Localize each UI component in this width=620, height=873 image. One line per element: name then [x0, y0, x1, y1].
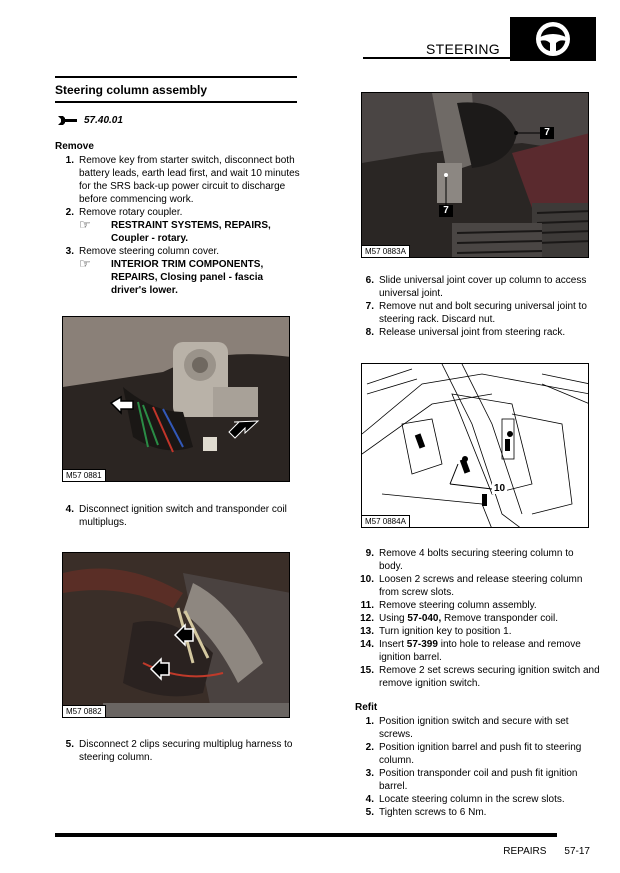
- step-number: 4.: [365, 794, 374, 805]
- step-number: 5.: [365, 807, 374, 818]
- step-text: Position ignition switch and secure with set screws.: [379, 716, 569, 740]
- section-badge: [510, 17, 596, 61]
- step-number: 7.: [365, 301, 374, 312]
- figure-steering-column-drawing: [361, 363, 589, 528]
- step-text: Locate steering column in the screw slots.: [379, 794, 565, 805]
- cross-reference[interactable]: [79, 219, 300, 245]
- footer-rule: [55, 833, 557, 837]
- remove-step: [355, 573, 600, 599]
- figure-universal-joint-photo: [361, 92, 589, 258]
- step-text: Remove steering column cover.: [79, 246, 220, 257]
- step-text: Position ignition barrel and push fit to steering column.: [379, 742, 582, 766]
- footer-section-name: REPAIRS: [503, 846, 547, 857]
- step-number: 6.: [365, 275, 374, 286]
- step-text-post: into hole to release and remove ignition barrel.: [379, 639, 581, 663]
- remove-step-5: [55, 738, 300, 764]
- step-text: Tighten screws to 6 Nm.: [379, 807, 487, 818]
- step-text: Remove key from starter switch, disconnect both battery leads, earth lead first, and wait 10 minutes for the SRS back-up power circuit to discharge before commencing work.: [79, 155, 300, 205]
- step-text: Release universal joint from steering rack.: [379, 327, 566, 338]
- step-text: Loosen 2 screws and release steering column from screw slots.: [379, 574, 583, 598]
- refit-step: [355, 806, 600, 819]
- remove-heading: Remove: [55, 141, 94, 152]
- universal-joint-photo: [362, 93, 589, 258]
- multiplug-harness-photo: [63, 553, 290, 718]
- tool-number: 57-040,: [407, 613, 442, 624]
- remove-step: [355, 612, 600, 625]
- step-number: 13.: [360, 626, 374, 637]
- step-text-post: Remove transponder coil.: [441, 613, 559, 624]
- cross-reference-text: RESTRAINT SYSTEMS, REPAIRS, Coupler - rotary.: [111, 220, 271, 244]
- step-text: [379, 612, 600, 625]
- step-text: Remove steering column assembly.: [379, 600, 537, 611]
- figure-multiplug-harness-photo: [62, 552, 290, 718]
- refit-steps: [355, 701, 600, 819]
- remove-step: [355, 274, 600, 300]
- refit-heading: Refit: [355, 702, 378, 713]
- steering-column-line-drawing: [362, 364, 589, 528]
- figure-caption: M57 0882: [63, 705, 106, 717]
- step-number: 3.: [365, 768, 374, 779]
- remove-step: [355, 599, 600, 612]
- step-text: [379, 638, 600, 664]
- step-text: Disconnect 2 clips securing multiplug harness to steering column.: [79, 739, 293, 763]
- remove-step: [355, 326, 600, 339]
- steering-wheel-icon: [510, 17, 596, 61]
- header-rule: [363, 57, 510, 59]
- remove-step: [355, 625, 600, 638]
- step-number: 1.: [65, 155, 74, 166]
- step-text: Position transponder coil and push fit ignition barrel.: [379, 768, 578, 792]
- step-number: 11.: [360, 600, 374, 611]
- figure-caption: M57 0883A: [362, 245, 410, 257]
- refit-step: [355, 767, 600, 793]
- title-rule-top: [55, 76, 297, 78]
- step-number: 10.: [360, 574, 374, 585]
- step-text: Remove 4 bolts securing steering column to body.: [379, 548, 574, 572]
- step-text: Turn ignition key to position 1.: [379, 626, 512, 637]
- step-text-pre: Insert: [379, 639, 407, 650]
- step-number: 3.: [65, 246, 74, 257]
- remove-step: [55, 154, 300, 206]
- step-number: 2.: [65, 207, 74, 218]
- cross-reference-text: INTERIOR TRIM COMPONENTS, REPAIRS, Closing panel - fascia driver's lower.: [111, 259, 264, 296]
- page-footer: [503, 845, 590, 858]
- callout-label: 7: [439, 205, 453, 217]
- remove-step: [355, 547, 600, 573]
- remove-step: [55, 245, 300, 297]
- step-text: Remove nut and bolt securing universal joint to steering rack. Discard nut.: [379, 301, 587, 325]
- remove-step: [355, 664, 600, 690]
- step-text: Remove 2 set screws securing ignition switch and remove ignition switch.: [379, 665, 600, 689]
- refit-step: [355, 741, 600, 767]
- step-number: 2.: [365, 742, 374, 753]
- title-rule-bottom: [55, 101, 297, 103]
- operation-code: [58, 114, 123, 127]
- step-number: 15.: [360, 665, 374, 676]
- step-text-pre: Using: [379, 613, 408, 624]
- section-title: Steering column assembly: [55, 83, 208, 97]
- page-header-title: STEERING: [426, 41, 500, 57]
- refit-step: [355, 715, 600, 741]
- wrench-icon: [58, 116, 78, 125]
- step-number: 4.: [65, 504, 74, 515]
- step-text: Slide universal joint cover up column to access universal joint.: [379, 275, 587, 299]
- remove-step: [55, 503, 300, 529]
- callout-label: 10: [494, 483, 506, 494]
- step-number: 5.: [65, 739, 74, 750]
- pointing-hand-icon: ☞: [79, 256, 91, 271]
- step-number: 9.: [365, 548, 374, 559]
- pointing-hand-icon: ☞: [79, 217, 91, 232]
- figure-ignition-switch-photo: [62, 316, 290, 482]
- step-text: Disconnect ignition switch and transponder coil multiplugs.: [79, 504, 287, 528]
- ignition-switch-photo: [63, 317, 290, 482]
- page-number: 57-17: [564, 846, 590, 857]
- remove-step: [55, 738, 300, 764]
- remove-step: [55, 206, 300, 245]
- callout-label: 7: [540, 127, 554, 139]
- step-number: 8.: [365, 327, 374, 338]
- remove-steps-6-8: [355, 274, 600, 339]
- remove-steps-9-15: [355, 547, 600, 690]
- tool-number: 57-399: [406, 639, 438, 650]
- step-number: 12.: [360, 613, 374, 624]
- figure-caption: M57 0884A: [362, 515, 410, 527]
- remove-steps-1-3: [55, 140, 300, 297]
- remove-step: [355, 300, 600, 326]
- operation-code-value: 57.40.01: [84, 115, 123, 126]
- remove-step-4: [55, 503, 300, 529]
- refit-step: [355, 793, 600, 806]
- step-number: 1.: [365, 716, 374, 727]
- step-number: 14.: [360, 639, 374, 650]
- cross-reference[interactable]: [79, 258, 300, 297]
- step-text: Remove rotary coupler.: [79, 207, 183, 218]
- remove-step: [355, 638, 600, 664]
- figure-caption: M57 0881: [63, 469, 106, 481]
